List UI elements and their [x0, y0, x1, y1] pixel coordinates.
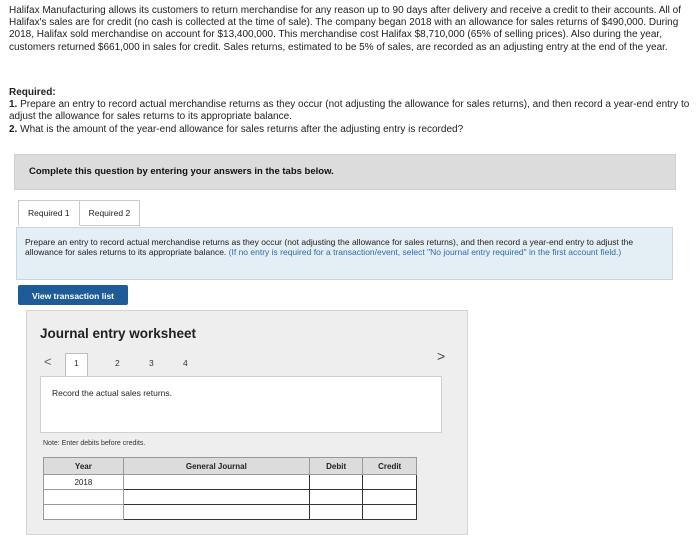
- table-row: [44, 490, 417, 505]
- page-1[interactable]: 1: [74, 358, 79, 368]
- question-1-text: Prepare an entry to record actual merchandise returns as they occur (not adjusting the allowance for sales returns), and then record a year-end entry to adjust the allowance for sales returns to its appropriate balance.: [9, 99, 690, 123]
- view-transaction-list-button[interactable]: View transaction list: [18, 285, 128, 305]
- page-4[interactable]: 4: [183, 358, 188, 368]
- chevron-left-icon[interactable]: <: [44, 354, 52, 369]
- worksheet-title: Journal entry worksheet: [40, 326, 197, 341]
- account-field[interactable]: [123, 505, 309, 520]
- question-2-number: 2.: [9, 123, 18, 135]
- requirement-tabs: [18, 200, 140, 226]
- page-3[interactable]: 3: [149, 358, 154, 368]
- required-question-2: [9, 124, 691, 136]
- tab-required-2[interactable]: Required 2: [80, 200, 141, 226]
- credit-field[interactable]: [363, 505, 417, 520]
- question-2-text: What is the amount of the year-end allowance for sales returns after the adjusting entry is recorded?: [20, 123, 464, 135]
- header-credit: Credit: [363, 458, 417, 475]
- account-field[interactable]: [123, 475, 309, 490]
- entry-description-box: [40, 376, 442, 433]
- instructions-banner: [14, 154, 676, 190]
- instructions-text: Prepare an entry to record actual merchandise returns as they occur (not adjusting the allowance for sales returns), and then record a year-end entry to adjust the allowance for sales returns to its appropriate balance.: [25, 237, 634, 258]
- entry-description: Record the actual sales returns.: [52, 388, 173, 398]
- year-cell: [44, 490, 124, 505]
- tab-required-1[interactable]: Required 1: [18, 200, 80, 226]
- table-row: [44, 475, 417, 490]
- header-debit: Debit: [309, 458, 362, 475]
- problem-statement: Halifax Manufacturing allows its customers to return merchandise for any reason up to 90 days after delivery and receive a credit to their accounts. All of Halifax's sales are for credit (no cash is collected at the time of sale). The company began 2018 with an allowance for sales returns of $490,000. During 2018, Halifax sold merchandise on account for $13,400,000. This merchandise cost Halifax $8,710,000 (65% of selling prices). Also during the year, customers returned $661,000 in sales for credit. Sales returns, estimated to be 5% of sales, are recorded as an adjusting entry at the end of the year.: [9, 5, 681, 53]
- table-header-row: [44, 458, 417, 475]
- tab-instructions: [16, 227, 673, 280]
- year-cell: 2018: [44, 475, 124, 490]
- debit-field[interactable]: [309, 490, 362, 505]
- account-field[interactable]: [123, 490, 309, 505]
- credit-field[interactable]: [363, 475, 417, 490]
- year-cell: [44, 505, 124, 520]
- required-heading: Required:: [9, 87, 56, 98]
- table-row: [44, 505, 417, 520]
- header-year: Year: [44, 458, 124, 475]
- required-question-1: [9, 99, 691, 123]
- instructions-note: (If no entry is required for a transaction/event, select "No journal entry required" in the first account field.): [228, 247, 622, 258]
- credit-field[interactable]: [363, 490, 417, 505]
- required-section: [9, 87, 691, 136]
- debit-field[interactable]: [309, 505, 362, 520]
- header-general-journal: General Journal: [123, 458, 309, 475]
- debit-credit-note: Note: Enter debits before credits.: [43, 440, 146, 447]
- debit-field[interactable]: [309, 475, 362, 490]
- chevron-right-icon[interactable]: >: [437, 348, 446, 364]
- page-2[interactable]: 2: [115, 358, 120, 368]
- banner-text: Complete this question by entering your answers in the tabs below.: [29, 166, 334, 177]
- question-1-number: 1.: [9, 99, 18, 111]
- journal-table: [43, 457, 417, 520]
- journal-entry-worksheet: [26, 310, 468, 535]
